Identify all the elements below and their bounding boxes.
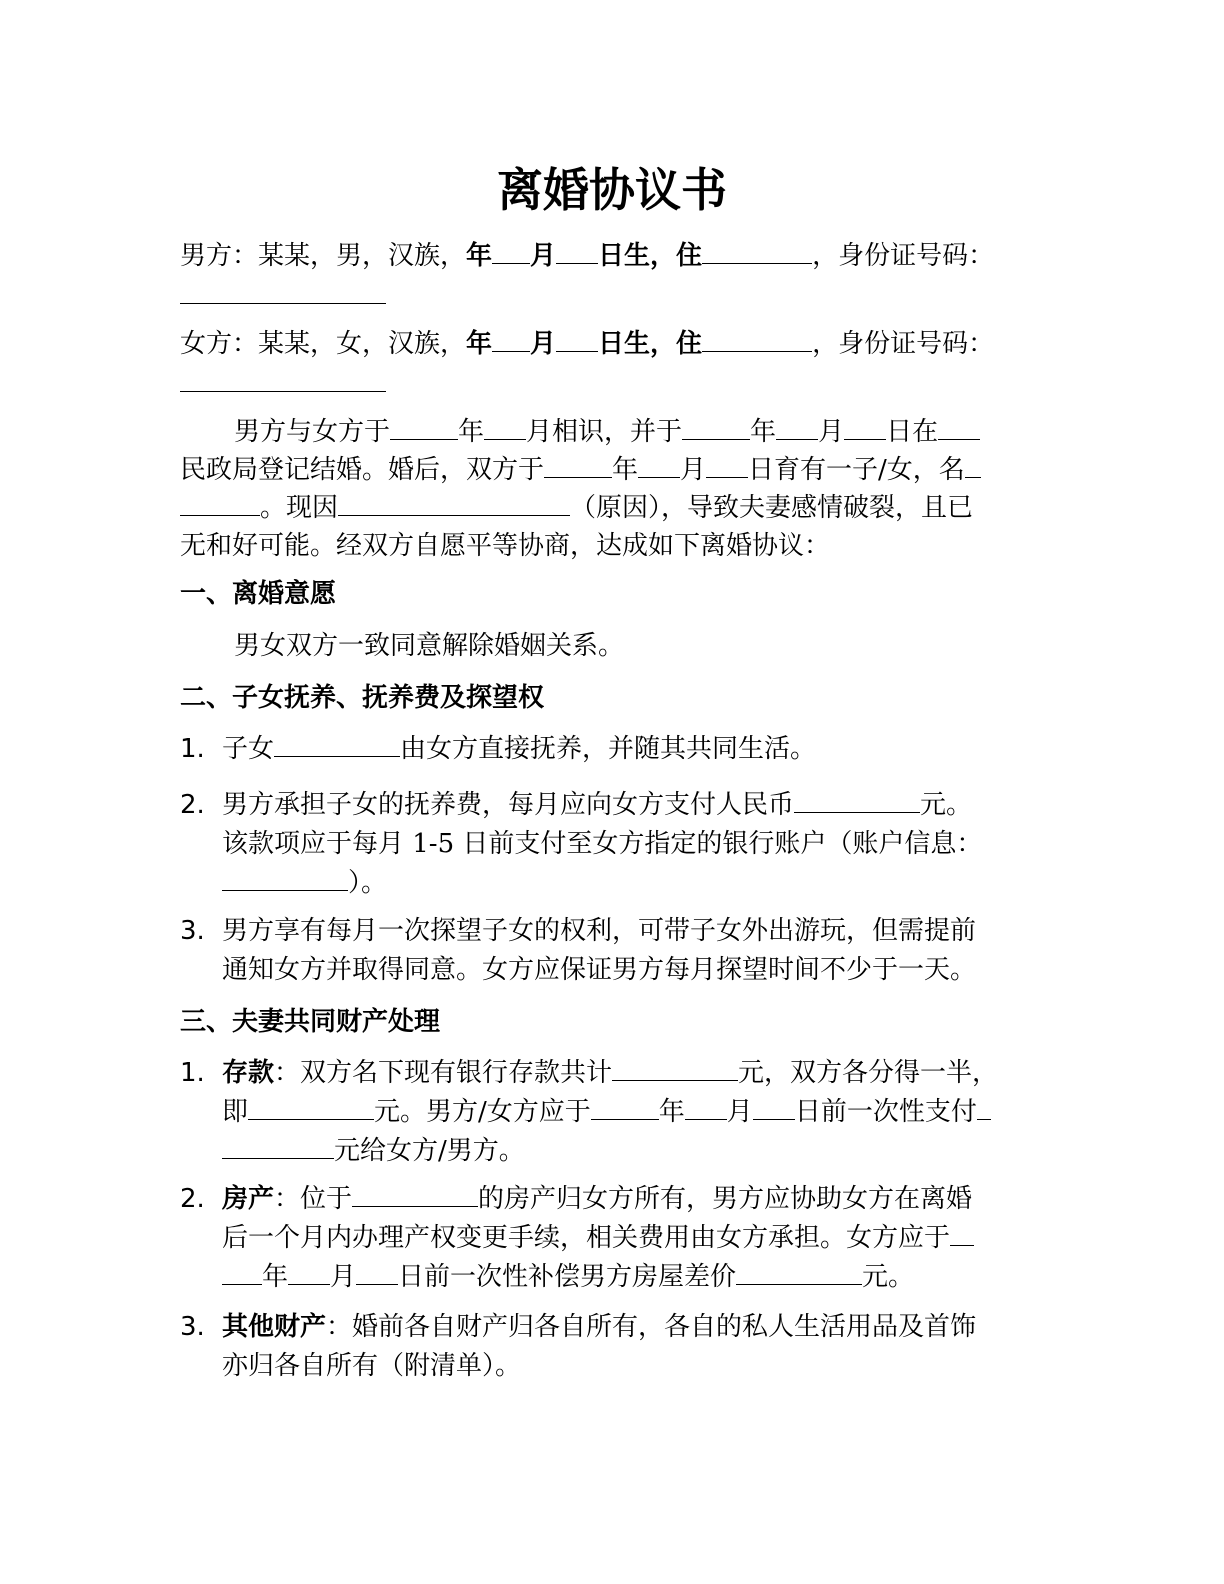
male-birth-year: 年 bbox=[466, 241, 493, 271]
male-birth-day: 日生，住 bbox=[598, 241, 703, 271]
male-info-line bbox=[180, 236, 1050, 276]
intro-line-3: 。现因 （原因），导致夫妻感情破裂，且已 bbox=[180, 488, 1050, 528]
male-prefix: 男方：某某，男，汉族， bbox=[180, 241, 467, 271]
blank bbox=[484, 413, 526, 440]
blank bbox=[248, 1093, 374, 1120]
section-1-heading: 一、离婚意愿 bbox=[180, 579, 337, 609]
blank bbox=[844, 413, 886, 440]
blank bbox=[492, 237, 530, 264]
female-birth-month: 月 bbox=[530, 329, 557, 359]
section-2-item-2: 2. 男方承担子女的抚养费，每月应向女方支付人民币 元。 该款项应于每月 1-5 日前支付至女方指定的银行账户（账户信息： ）。 bbox=[180, 786, 1040, 903]
intro-line-1: 男方与女方于 年 月相识，并于 年 月 日在 bbox=[180, 412, 1050, 452]
blank bbox=[352, 1180, 478, 1207]
intro-line-2: 民政局登记结婚。婚后，双方于 年 月 日育有一子/女，名 bbox=[180, 450, 1050, 490]
blank bbox=[390, 413, 458, 440]
intro-line-4: 无和好可能。经双方自愿平等协商，达成如下离婚协议： bbox=[180, 531, 831, 561]
item-number: 3. bbox=[180, 1312, 205, 1342]
male-birth-month: 月 bbox=[530, 241, 557, 271]
blank bbox=[776, 413, 818, 440]
blank bbox=[356, 1258, 398, 1285]
female-prefix: 女方：某某，女，汉族， bbox=[180, 329, 467, 359]
section-3-item-2: 2. 房产：位于 的房产归女方所有，男方应协助女方在离婚 后一个月内办理产权变更手续，相关费用由女方承担。女方应于 年 月 日前一次性补偿男方房屋差价 元。 bbox=[180, 1180, 1040, 1297]
document-title: 离婚协议书 bbox=[497, 163, 727, 217]
item-number: 1. bbox=[180, 734, 205, 764]
section-3-item-1: 1. 存款：双方名下现有银行存款共计 元，双方各分得一半， 即 元。男方/女方应于 年 月 日前一次性支付 元给女方/男方。 bbox=[180, 1054, 1040, 1171]
section-3-heading: 三、夫妻共同财产处理 bbox=[180, 1007, 441, 1037]
blank bbox=[338, 489, 570, 516]
section-3-item-3: 3. 其他财产：婚前各自财产归各自所有，各自的私人生活用品及首饰 亦归各自所有（附清单）。 bbox=[180, 1308, 1040, 1386]
male-suffix: ，身份证号码： bbox=[812, 241, 995, 271]
blank bbox=[706, 451, 748, 478]
item-label: 其他财产 bbox=[222, 1312, 327, 1342]
male-id-blank bbox=[180, 302, 386, 304]
item-label: 存款 bbox=[222, 1058, 275, 1088]
blank bbox=[492, 325, 530, 352]
item-number: 2. bbox=[180, 1184, 205, 1214]
section-1-text: 男女双方一致同意解除婚姻关系。 bbox=[234, 631, 625, 661]
item-label: 房产 bbox=[222, 1184, 275, 1214]
blank bbox=[685, 1093, 727, 1120]
blank bbox=[753, 1093, 795, 1120]
female-suffix: ，身份证号码： bbox=[812, 329, 995, 359]
item-number: 1. bbox=[180, 1058, 205, 1088]
blank bbox=[702, 325, 812, 352]
female-birth-day: 日生，住 bbox=[598, 329, 703, 359]
blank bbox=[180, 489, 260, 516]
female-id-blank bbox=[180, 390, 386, 392]
female-info-line bbox=[180, 324, 1050, 364]
blank bbox=[702, 237, 812, 264]
section-2-item-3: 3. 男方享有每月一次探望子女的权利，可带子女外出游玩，但需提前 通知女方并取得同意。女方应保证男方每月探望时间不少于一天。 bbox=[180, 912, 1040, 990]
blank bbox=[977, 1093, 991, 1120]
item-number: 3. bbox=[180, 916, 205, 946]
blank bbox=[288, 1258, 330, 1285]
blank bbox=[638, 451, 680, 478]
item-number: 2. bbox=[180, 790, 205, 820]
blank bbox=[612, 1054, 738, 1081]
blank bbox=[794, 786, 920, 813]
section-2-heading: 二、子女抚养、抚养费及探望权 bbox=[180, 683, 545, 713]
blank bbox=[965, 451, 981, 478]
blank bbox=[938, 413, 980, 440]
blank bbox=[274, 730, 400, 757]
blank bbox=[591, 1093, 659, 1120]
blank bbox=[556, 325, 598, 352]
blank bbox=[556, 237, 598, 264]
blank bbox=[682, 413, 750, 440]
blank bbox=[950, 1219, 974, 1246]
blank bbox=[222, 1132, 334, 1159]
female-birth-year: 年 bbox=[466, 329, 493, 359]
blank bbox=[222, 864, 348, 891]
blank bbox=[544, 451, 612, 478]
section-2-item-1: 1. 子女 由女方直接抚养，并随其共同生活。 bbox=[180, 730, 1040, 769]
blank bbox=[222, 1258, 262, 1285]
blank bbox=[736, 1258, 862, 1285]
